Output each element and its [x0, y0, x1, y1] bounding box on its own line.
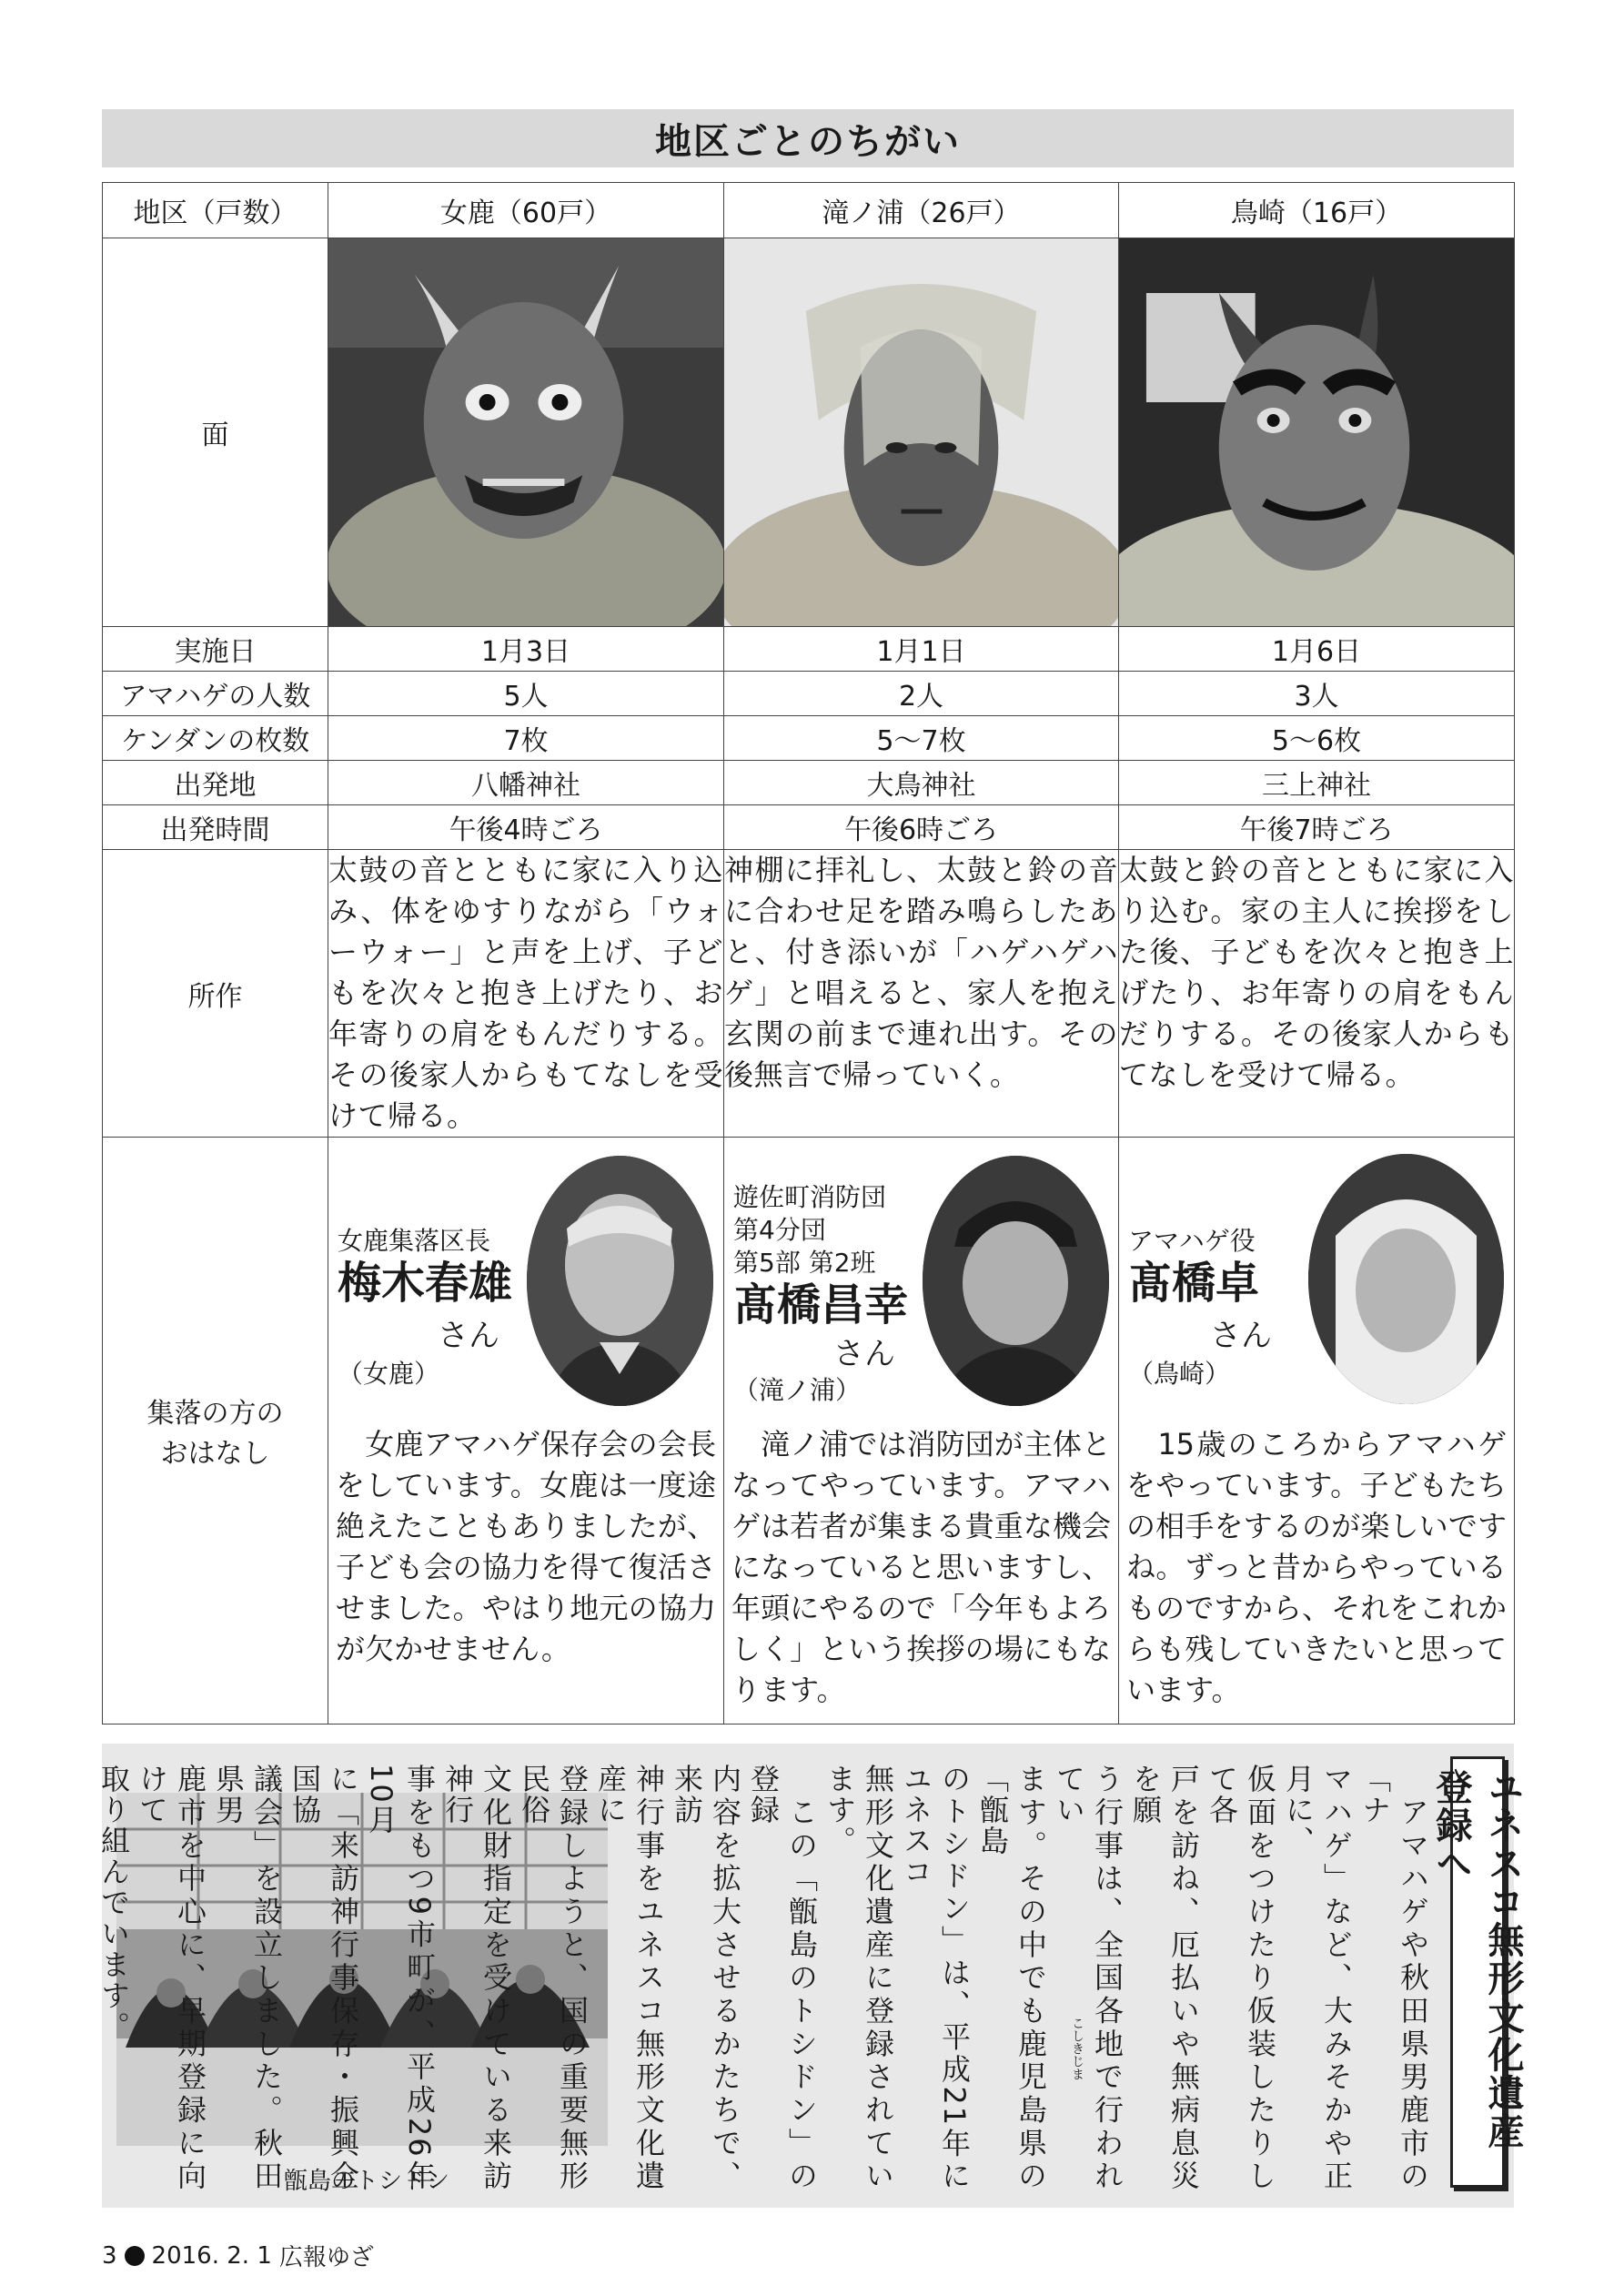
- person-honorific: さん: [438, 1318, 499, 1354]
- person-message: 15歳のころからアマハゲをやっています。子どもたちの相手をするのが楽しいですね。ずっと昔からやっているものですから、それをこれからも残していきたいと思っています。: [1126, 1427, 1507, 1707]
- table-row: [103, 627, 1515, 672]
- row-label: 出発時間: [103, 805, 328, 850]
- person-role-line: 第5部 第2班: [733, 1248, 876, 1278]
- person-message: 女鹿アマハゲ保存会の会長をしています。女鹿は一度途絶えたこともありましたが、子ども会の協力を得て復活させました。やはり地元の協力が欠かせません。: [336, 1427, 716, 1666]
- section-title-text: 地区ごとのちがい: [655, 120, 961, 163]
- mask-photo-cell: [724, 238, 1119, 627]
- row-label: 出発地: [103, 761, 328, 805]
- district-onoka: 女鹿（60戸）: [328, 183, 724, 238]
- person-portrait: [1308, 1154, 1504, 1404]
- page-number: 3: [102, 2241, 117, 2270]
- unesco-line: 仮面をつけたり仮装したりして各: [1205, 1764, 1277, 2191]
- person-name: 髙橋昌幸: [733, 1279, 909, 1330]
- row-value: 1月3日: [328, 627, 724, 672]
- person-honorific: さん: [833, 1336, 895, 1372]
- person-portrait: [527, 1156, 713, 1406]
- person-area: （鳥崎）: [1128, 1359, 1231, 1389]
- row-value: 八幡神社: [328, 761, 724, 805]
- unesco-line: 文化財指定を受けている来訪神行: [440, 1764, 513, 2191]
- unesco-line: 無形文化遺産に登録されています。: [822, 1764, 895, 2191]
- person-area: （滝ノ浦）: [733, 1375, 862, 1405]
- section-title: [102, 109, 1514, 167]
- talks-label-line2: おはなし: [160, 1438, 270, 1470]
- talks-label-line1: 集落の方の: [146, 1398, 284, 1430]
- ruby-reading: こしきじま: [1070, 2017, 1084, 2080]
- talks-row: [103, 1138, 1515, 1725]
- unesco-line: 登録しようと、国の重要無形民俗: [517, 1764, 590, 2191]
- mask-photo-takinoura: [724, 238, 1118, 626]
- talk-onoka: [328, 1138, 724, 1725]
- unesco-line: マハゲ」など、大みそかや正月に、: [1281, 1764, 1354, 2191]
- row-value: 午後4時ごろ: [328, 805, 724, 850]
- district-takinoura: 滝ノ浦（26戸）: [724, 183, 1119, 238]
- row-value: 1月6日: [1119, 627, 1515, 672]
- issue-date: 2016. 2. 1: [151, 2241, 272, 2270]
- person-name: 髙橋卓: [1128, 1258, 1260, 1309]
- person-role: 女鹿集落区長: [338, 1226, 491, 1256]
- bullet-icon: [125, 2246, 145, 2266]
- mask-photo-cell: [328, 238, 724, 627]
- talk-torisaki: [1119, 1138, 1515, 1725]
- talk-takinoura: [724, 1138, 1119, 1725]
- row-value: 1月1日: [724, 627, 1119, 672]
- conduct-label: 所作: [103, 850, 328, 1138]
- page-footer: [102, 2239, 374, 2272]
- person-honorific: さん: [1210, 1318, 1272, 1354]
- row-label: アマハゲの人数: [103, 672, 328, 716]
- unesco-line: アマハゲや秋田県男鹿市の「ナ: [1357, 1764, 1430, 2191]
- unesco-line: 神行事をユネスコ無形文化遺産に: [593, 1764, 666, 2191]
- row-label: 実施日: [103, 627, 328, 672]
- unesco-line: に「来訪神行事保存・振興全国協: [287, 1764, 360, 2191]
- person-role-line: 第4分団: [733, 1215, 826, 1245]
- person-portrait: [923, 1156, 1109, 1406]
- conduct-text: 太鼓と鈴の音とともに家に入り込む。家の主人に挨拶をした後、子どもを次々と抱き上げたり、お年寄りの肩をもんだりする。その後家人からもてなしを受けて帰る。: [1119, 850, 1515, 1138]
- unesco-line: 内容を拡大させるかたちで、来訪: [670, 1764, 742, 2191]
- unesco-line: 事をもつ9市町が、平成26年10月: [364, 1764, 437, 2191]
- row-value: 三上神社: [1119, 761, 1515, 805]
- person-role: アマハゲ役: [1128, 1226, 1256, 1256]
- toshidon-caption: 甑島のトシドン: [284, 2168, 450, 2195]
- unesco-line: 議会」を設立しました。秋田県男: [211, 1764, 284, 2191]
- row-value: 大鳥神社: [724, 761, 1119, 805]
- unesco-line: のトシドン」は、平成21年にユネスコ: [899, 1764, 972, 2191]
- unesco-line: 戸を訪ね、厄払いや無病息災を願: [1128, 1764, 1201, 2191]
- unesco-body: [96, 1764, 1432, 2191]
- comparison-table: [102, 182, 1515, 1725]
- unesco-line: ます。その中でも鹿児島県の「甑島: [975, 1764, 1048, 2191]
- row-value: 5～7枚: [724, 716, 1119, 761]
- unesco-line: 鹿市を中心に、早期登録に向けて: [135, 1764, 207, 2191]
- table-row: [103, 761, 1515, 805]
- unesco-line: 取り組んでいます。: [96, 1764, 131, 2042]
- table-header-row: [103, 183, 1515, 238]
- unesco-heading: ユネスコ無形文化遺産登録へ: [1450, 1756, 1505, 2188]
- row-value: 3人: [1119, 672, 1515, 716]
- row-value: 午後6時ごろ: [724, 805, 1119, 850]
- person-area: （女鹿）: [338, 1359, 440, 1389]
- row-value: 5人: [328, 672, 724, 716]
- table-row: [103, 672, 1515, 716]
- row-label: ケンダンの枚数: [103, 716, 328, 761]
- unesco-line: この「甑島のトシドン」の登録: [746, 1764, 819, 2191]
- row-value: 7枚: [328, 716, 724, 761]
- row-value: 午後7時ごろ: [1119, 805, 1515, 850]
- conduct-row: [103, 850, 1515, 1138]
- district-torisaki: 鳥崎（16戸）: [1119, 183, 1515, 238]
- table-row: [103, 716, 1515, 761]
- publication-name: 広報ゆざ: [278, 2244, 374, 2271]
- person-message: 滝ノ浦では消防団が主体となってやっています。アマハゲは若者が集まる貴重な機会になっていると思いますし、年頭にやるので「今年もよろしく」という挨拶の場にもなります。: [731, 1427, 1111, 1707]
- mask-photo-cell: [1119, 238, 1515, 627]
- mask-row: [103, 238, 1515, 627]
- table-row: [103, 805, 1515, 850]
- conduct-text: 神棚に拝礼し、太鼓と鈴の音に合わせ足を踏み鳴らしたあと、付き添いが「ハゲハゲハゲ」と唱えると、家人を抱え玄関の前まで連れ出す。その後無言で帰っていく。: [724, 850, 1119, 1138]
- unesco-line: う行事は、全国各地で行われてい: [1052, 1764, 1125, 2191]
- header-label: 地区（戸数）: [103, 183, 328, 238]
- row-value: 5～6枚: [1119, 716, 1515, 761]
- conduct-text: 太鼓の音とともに家に入り込み、体をゆすりながら「ウォーウォー」と声を上げ、子どもを次々と抱き上げたり、お年寄りの肩をもんだりする。その後家人からもてなしを受けて帰る。: [328, 850, 724, 1138]
- person-name: 梅木春雄: [338, 1258, 513, 1309]
- unesco-section: [96, 1744, 1524, 2208]
- mask-label: 面: [103, 238, 328, 627]
- mask-photo-torisaki: [1119, 238, 1514, 626]
- row-value: 2人: [724, 672, 1119, 716]
- talks-label: [103, 1138, 328, 1725]
- mask-photo-onoka: [328, 238, 723, 626]
- person-role-line: 遊佐町消防団: [733, 1182, 887, 1212]
